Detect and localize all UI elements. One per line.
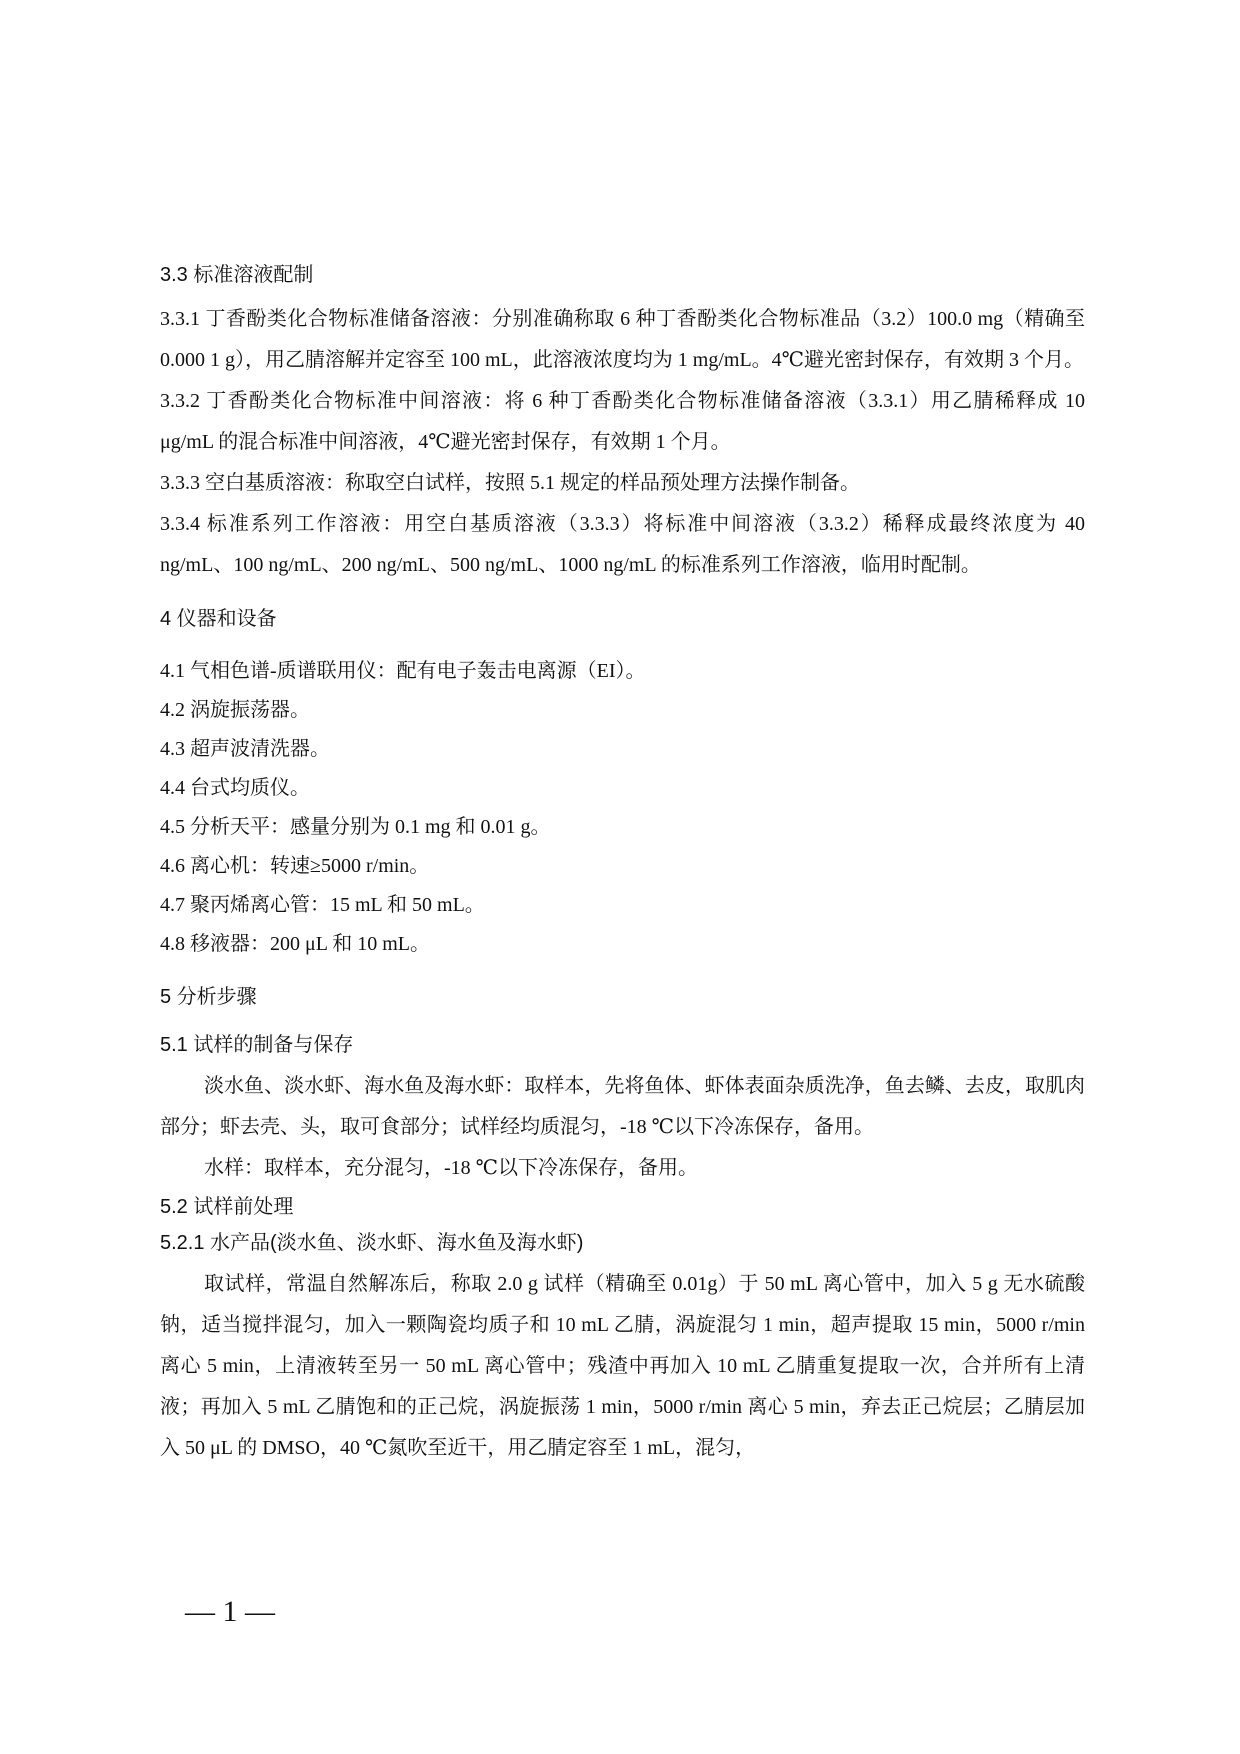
paragraph-5-2-1: 取试样，常温自然解冻后，称取 2.0 g 试样（精确至 0.01g）于 50 mL 离心管中，加入 5 g 无水硫酸钠，适当搅拌混匀，加入一颗陶瓷均质子和 10 mL 乙腈，涡旋混匀 1 min，超声提取 15 min，5000 r/min 离心 5 min，上清液转至另一 50 mL 离心管中；残渣中再加入 10 mL 乙腈重复提取一次，合并所有上清液；再加入 5 mL 乙腈饱和的正己烷，涡旋振荡 1 min，5000 r/min 离心 5 min，弃去正己烷层；乙腈层加入 50 μL 的 DMSO，40 ℃氮吹至近干，用乙腈定容至 1 mL，混匀， — [160, 1273, 1085, 1459]
paragraph-3-3-1: 3.3.1 丁香酚类化合物标准储备溶液：分别准确称取 6 种丁香酚类化合物标准品（3.2）100.0 mg（精确至 0.000 1 g），用乙腈溶解并定容至 100 mL，此溶液浓度均为 1 mg/mL。4℃避光密封保存，有效期 3 个月。 — [160, 308, 1085, 371]
list-item: 4.1 气相色谱-质谱联用仪：配有电子轰击电离源（EI）。 — [160, 660, 646, 682]
list-item: 4.7 聚丙烯离心管：15 mL 和 50 mL。 — [160, 894, 485, 916]
paragraph-5-1-water: 水样：取样本，充分混匀，-18 ℃以下冷冻保存，备用。 — [204, 1157, 699, 1179]
list-item: 4.3 超声波清洗器。 — [160, 738, 330, 760]
list-item: 4.8 移液器：200 μL 和 10 mL。 — [160, 933, 430, 955]
subsection-heading-5-2-1: 5.2.1 水产品(淡水鱼、淡水虾、海水鱼及海水虾) — [160, 1232, 584, 1254]
list-item: 4.5 分析天平：感量分别为 0.1 mg 和 0.01 g。 — [160, 816, 551, 838]
subsection-heading-5-2: 5.2 试样前处理 — [160, 1196, 294, 1218]
section-heading-3-3: 3.3 标准溶液配制 — [160, 264, 314, 286]
section-heading-5: 5 分析步骤 — [160, 986, 257, 1008]
list-item: 4.2 涡旋振荡器。 — [160, 699, 310, 721]
subsection-heading-5-1: 5.1 试样的制备与保存 — [160, 1034, 354, 1056]
paragraph-3-3-3: 3.3.3 空白基质溶液：称取空白试样，按照 5.1 规定的样品预处理方法操作制备。 — [160, 472, 860, 494]
paragraph-3-3-2: 3.3.2 丁香酚类化合物标准中间溶液：将 6 种丁香酚类化合物标准储备溶液（3.3.1）用乙腈稀释成 10 μg/mL 的混合标准中间溶液，4℃避光密封保存，有效期 1 个月。 — [160, 390, 1085, 453]
list-item: 4.4 台式均质仪。 — [160, 777, 310, 799]
page-number: — 1 — — [185, 1595, 275, 1628]
section-heading-4: 4 仪器和设备 — [160, 608, 277, 630]
list-item: 4.6 离心机：转速≥5000 r/min。 — [160, 855, 430, 877]
page-content — [160, 260, 1085, 1469]
paragraph-5-1-fish: 淡水鱼、淡水虾、海水鱼及海水虾：取样本，先将鱼体、虾体表面杂质洗净，鱼去鳞、去皮，取肌肉部分；虾去壳、头，取可食部分；试样经均质混匀，-18 ℃以下冷冻保存，备用。 — [160, 1075, 1085, 1138]
paragraph-3-3-4: 3.3.4 标准系列工作溶液：用空白基质溶液（3.3.3）将标准中间溶液（3.3.2）稀释成最终浓度为 40 ng/mL、100 ng/mL、200 ng/mL、500 ng/mL、1000 ng/mL 的标准系列工作溶液，临用时配制。 — [160, 513, 1085, 576]
